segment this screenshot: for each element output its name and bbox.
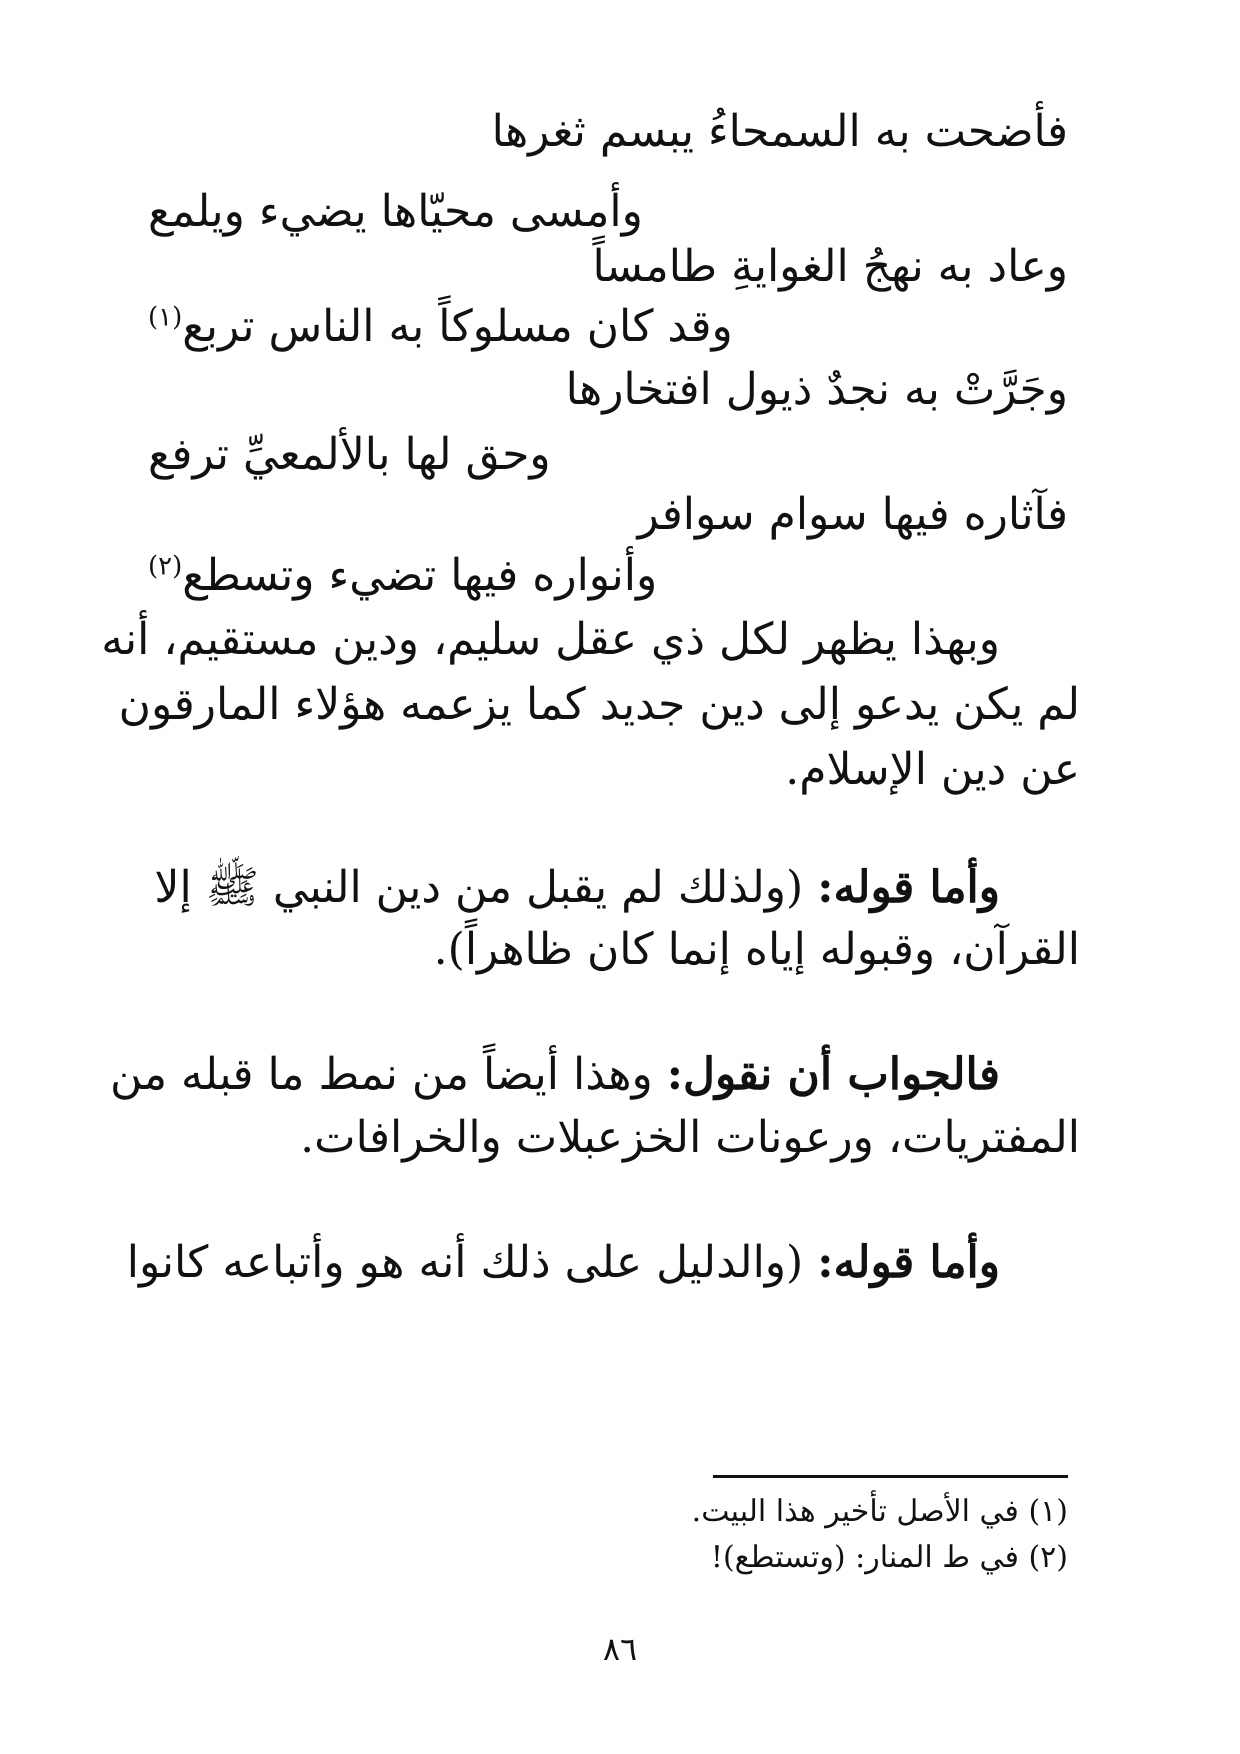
- poem-verse-2: وأمسى محيّاها يضيء ويلمع: [148, 186, 643, 237]
- paragraph-2-lead: وأما قوله:: [817, 862, 1000, 913]
- paragraph-3-lead: فالجواب أن نقول:: [666, 1049, 1000, 1100]
- poem-verse-7: فآثاره فيها سوام سوافر: [637, 489, 1068, 540]
- poem-verse-6: وحق لها بالألمعيِّ ترفع: [148, 429, 551, 480]
- footnote-divider: [713, 1475, 1068, 1478]
- poem-verse-8-text: وأنواره فيها تضيء وتسطع: [182, 550, 658, 601]
- poem-verse-1: فأضحت به السمحاءُ يبسم ثغرها: [491, 106, 1068, 157]
- paragraph-4-text: (والدليل على ذلك أنه هو وأتباعه كانوا: [126, 1237, 804, 1288]
- footnote-2: (٢) في ط المنار: (وتستطع)!: [710, 1540, 1068, 1575]
- paragraph-1-line-2: لم يكن يدعو إلى دين جديد كما يزعمه هؤلاء المارقون: [118, 679, 1080, 730]
- paragraph-4-lead: وأما قوله:: [817, 1237, 1000, 1288]
- poem-verse-8: [148, 546, 657, 606]
- footnote-1: (١) في الأصل تأخير هذا البيت.: [691, 1494, 1068, 1529]
- poem-verse-3: وعاد به نهجُ الغوايةِ طامساً: [592, 241, 1068, 292]
- paragraph-3-text: وهذا أيضاً من نمط ما قبله من: [110, 1049, 653, 1100]
- paragraph-3-line-2: المفتريات، ورعونات الخزعبلات والخرافات.: [300, 1112, 1080, 1163]
- footnote-marker-2[interactable]: (٢): [148, 551, 183, 582]
- poem-verse-4-text: وقد كان مسلوكاً به الناس تربع: [182, 301, 733, 352]
- footnote-marker-1[interactable]: (١): [148, 302, 183, 333]
- paragraph-1-line-1: وبهذا يظهر لكل ذي عقل سليم، ودين مستقيم، أنه: [101, 614, 1000, 665]
- paragraph-2-line-1: [150, 858, 1080, 918]
- paragraph-2-line-2: القرآن، وقبوله إياه إنما كان ظاهراً).: [433, 924, 1080, 975]
- paragraph-4-line-1: [126, 1233, 1080, 1293]
- paragraph-1-line-3: عن دين الإسلام.: [785, 744, 1080, 795]
- poem-verse-5: وجَرَّتْ به نجدٌ ذيول افتخارها: [565, 364, 1068, 415]
- poem-verse-4: [148, 297, 733, 357]
- paragraph-2-text: (ولذلك لم يقبل من دين النبي ﷺ إلا: [154, 862, 804, 913]
- page-number: ٨٦: [602, 1630, 638, 1668]
- paragraph-3-line-1: [110, 1045, 1080, 1105]
